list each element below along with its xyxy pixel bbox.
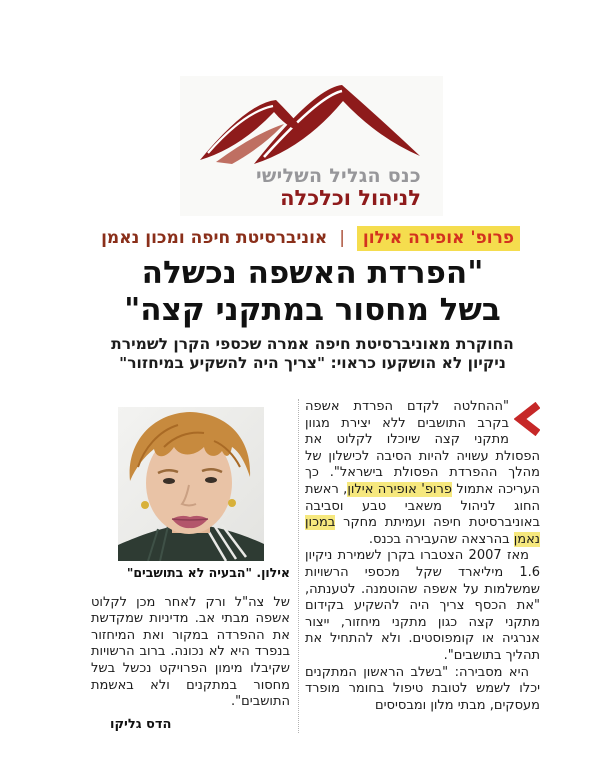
subheadline-line1: החוקרת מאוניברסיטת חיפה אמרה שכספי הקרן לשמירת	[111, 335, 514, 353]
article-column-left	[91, 399, 298, 733]
article-column-right	[298, 399, 540, 733]
paragraph-1-text: בהרצאה שהעבירה בכנס.	[368, 531, 514, 547]
reporter-credit: הדס גליקו	[110, 716, 172, 732]
headline	[85, 255, 540, 329]
paragraph-2: מאז 2007 הצטברו בקרן לשמירת ניקיון 1.6 מיליארד שקל מכספי הרשויות שמשלמות על אשפה שהוטמנה. לטענתה, "את הכסף צריך היה להשקיע בקידום מתקני קצה כגון מתקני מיחזור, ייצור אנרגיה או קומפוסטים. ולא להתחיל את תהליך בתושבים".	[305, 548, 540, 663]
subheadline-line2: ניקיון לא הושקעו כראוי: "צריך היה להשקיע במיחזור"	[119, 354, 506, 372]
subheadline	[85, 335, 540, 373]
byline-bar	[101, 228, 520, 248]
byline-separator: |	[339, 228, 345, 248]
portrait-photo	[118, 407, 264, 561]
paragraph-1-text: , ראשת החוג לניהול משאבי טבע וסביבה באוניברסיטת חיפה ועמיתת מחקר	[305, 481, 540, 531]
byline-affiliation: אוניברסיטת חיפה ומכון נאמן	[101, 228, 328, 248]
paragraph-1-text: "ההחלטה לקדם הפרדת אשפה בקרב התושבים ללא יצירת מגוון מתקני קצה שיוכלו לקלוט את הפסולת עשויה להיות הסיבה לכישלון של מהלך ההפרדת הפסולת בישראל". כך העריכה אתמול	[305, 399, 540, 497]
headline-line2: בשל מחסור במתקני קצה"	[124, 292, 501, 328]
article-body	[85, 399, 540, 733]
mountain-peaks-icon	[192, 76, 432, 166]
byline-author: פרופ' אופירה אילון	[357, 226, 520, 251]
logo-title-line1: כנס הגליל השלישי	[256, 165, 421, 187]
paragraph-4: של צה"ל ורק לאחר מכן לקלוט אשפה מבתי אב. מדיניות שמקדשת את ההפרדה במקור ואת המיחזור בנפרד היא לא נכונה. ברוב הרשויות שקיבלו מימון הפרויקט נכשל בשל מחסור במתקנים ולא באשמת התושבים".	[91, 594, 290, 710]
conference-logo	[180, 76, 443, 216]
paragraph-3: היא מסבירה: "בשלב הראשון המתקנים יכלו לשמש לטובת טיפול בחומר מופרד מעסקים, מבתי מלון ומבסיסים	[305, 664, 540, 713]
logo-title-line2: לניהול וכלכלה	[280, 186, 421, 210]
highlighted-author-name: פרופ' אופירה אילון	[347, 481, 452, 497]
chevron-left-icon	[509, 399, 540, 442]
paragraph-1	[305, 399, 540, 548]
photo-caption: אילון. "הבעיה לא בתושבים"	[126, 565, 290, 580]
headline-line1: "הפרדת האשפה נכשלה	[141, 255, 484, 291]
highlighted-institute-name: במכון נאמן	[305, 515, 540, 547]
